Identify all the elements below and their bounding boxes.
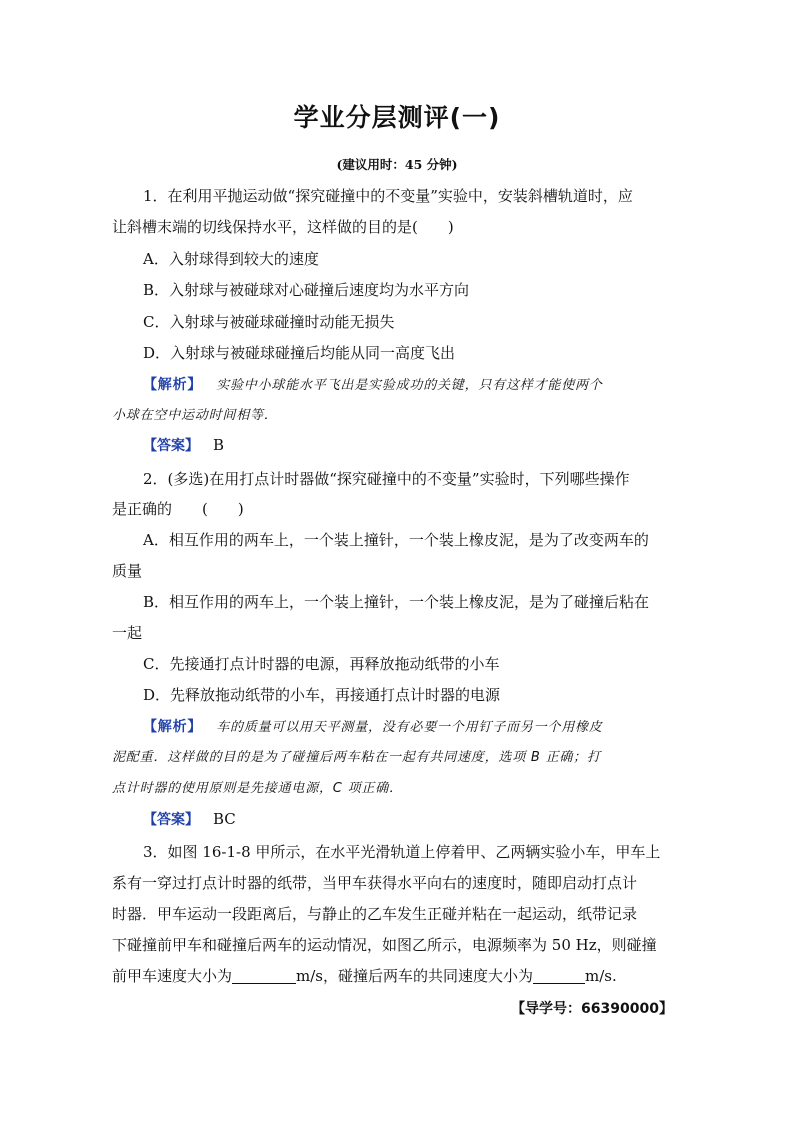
q2-option-c: C．先接通打点计时器的电源，再释放拖动纸带的小车: [143, 655, 500, 673]
q2-option-b-line2: 一起: [112, 624, 143, 642]
q2-explanation-line2: 泥配重．这样做的目的是为了碰撞后两车粘在一起有共同速度，选项 B 正确；打: [112, 750, 601, 765]
q3-line5: [112, 965, 617, 986]
q3-line5-text3: m/s.: [585, 967, 617, 985]
q1-option-c: C．入射球与被碰球碰撞时动能无损失: [143, 313, 395, 331]
q1-answer-tag: 【答案】: [143, 438, 199, 454]
q2-stem-line1: 2．(多选)在用打点计时器做“探究碰撞中的不变量”实验时，下列哪些操作: [143, 470, 630, 488]
q2-stem-line2: 是正确的 ( ): [112, 500, 244, 518]
q2-explanation-line3: 点计时器的使用原则是先接通电源，C 项正确．: [112, 781, 403, 796]
q2-answer: BC: [213, 810, 236, 828]
q1-option-b: B．入射球与被碰球对心碰撞后速度均为水平方向: [143, 281, 470, 299]
q2-option-a-line1: A．相互作用的两车上，一个装上撞针，一个装上橡皮泥，是为了改变两车的: [143, 531, 649, 549]
page-title: 学业分层测评(一): [293, 103, 501, 132]
q2-explanation-tag: 【解析】: [143, 719, 203, 735]
q2-option-d: D．先释放拖动纸带的小车，再接通打点计时器的电源: [143, 686, 501, 704]
q1-option-a: A．入射球得到较大的速度: [143, 250, 319, 268]
study-guide-number: 【导学号：66390000】: [511, 1001, 673, 1017]
q2-explanation-text: 车的质量可以用天平测量，没有必要一个用钉子而另一个用橡皮: [216, 720, 603, 735]
q1-option-d: D．入射球与被碰球碰撞后均能从同一高度飞出: [143, 344, 456, 362]
answer-blank-2[interactable]: [533, 968, 585, 984]
suggested-time: (建议用时：45 分钟): [336, 157, 458, 172]
q1-explanation-text: 实验中小球能水平飞出是实验成功的关键，只有这样才能使两个: [216, 378, 603, 393]
q3-line2: 系有一穿过打点计时器的纸带，当甲车获得水平向右的速度时，随即启动打点计: [112, 874, 638, 892]
q1-explanation-line2: 小球在空中运动时间相等．: [112, 408, 278, 423]
q1-explanation-line1: [143, 374, 603, 394]
q1-answer: B: [213, 436, 225, 454]
q1-stem-line2: 让斜槽末端的切线保持水平，这样做的目的是( ): [112, 218, 454, 236]
q1-explanation-tag: 【解析】: [143, 377, 203, 393]
q2-option-b-line1: B．相互作用的两车上，一个装上撞针，一个装上橡皮泥，是为了碰撞后粘在: [143, 593, 650, 611]
q3-line4: 下碰撞前甲车和碰撞后两车的运动情况，如图乙所示，电源频率为 50 Hz，则碰撞: [112, 936, 657, 954]
q1-answer-line: [143, 435, 224, 455]
q1-stem-line1: 1．在利用平抛运动做“探究碰撞中的不变量”实验中，安装斜槽轨道时，应: [143, 187, 633, 205]
q2-option-a-line2: 质量: [112, 562, 143, 580]
q2-answer-tag: 【答案】: [143, 812, 199, 828]
q3-line5-text1: 前甲车速度大小为: [112, 967, 233, 985]
q3-line3: 时器．甲车运动一段距离后，与静止的乙车发生正碰并粘在一起运动，纸带记录: [112, 905, 638, 923]
answer-blank-1[interactable]: [232, 968, 296, 984]
q3-line5-text2: m/s，碰撞后两车的共同速度大小为: [296, 967, 533, 985]
q2-explanation-line1: [143, 716, 603, 736]
q2-answer-line: [143, 809, 236, 829]
q3-line1: 3．如图 16-1-8 甲所示，在水平光滑轨道上停着甲、乙两辆实验小车，甲车上: [143, 843, 661, 861]
